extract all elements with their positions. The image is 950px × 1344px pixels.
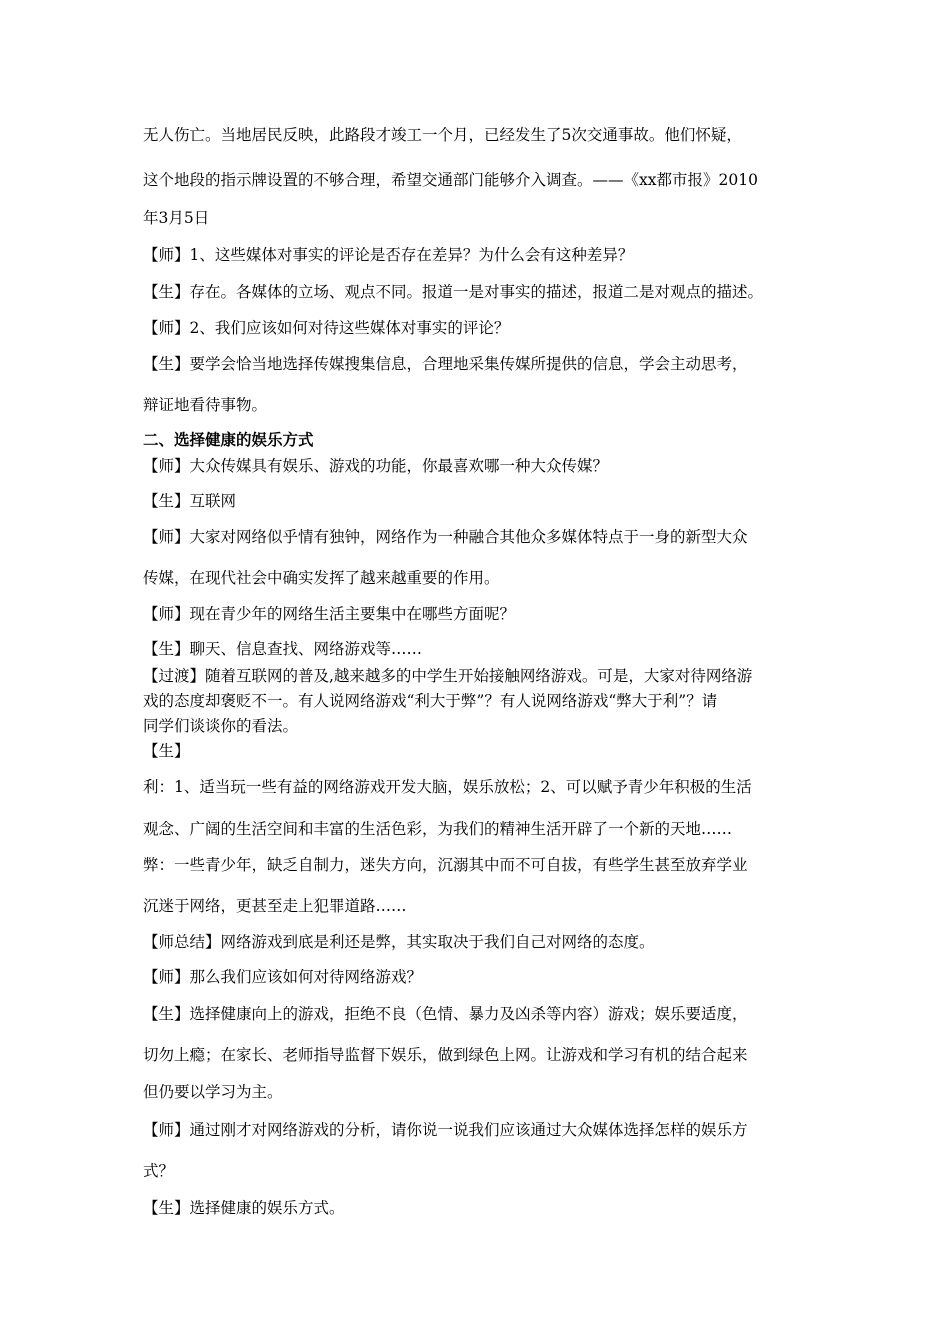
teacher-line: 【师】那么我们应该如何对待网络游戏？ <box>143 968 423 986</box>
teacher-line: 【师】现在青少年的网络生活主要集中在哪些方面呢？ <box>143 605 516 623</box>
text-line: 弊：一些青少年，缺乏自制力，迷失方向，沉溺其中而不可自拔，有些学生甚至放弃学业 <box>143 856 748 874</box>
text-line: 传媒，在现代社会中确实发挥了越来越重要的作用。 <box>143 569 500 587</box>
teacher-line: 【师】2、我们应该如何对待这些媒体对事实的评论？ <box>143 319 510 337</box>
student-line: 【生】 <box>143 742 190 760</box>
text-line: 同学们谈谈你的看法。 <box>143 717 299 735</box>
teacher-line: 【师】通过刚才对网络游戏的分析，请你说一说我们应该通过大众媒体选择怎样的娱乐方 <box>143 1121 748 1139</box>
student-line: 【生】选择健康的娱乐方式。 <box>143 1199 345 1217</box>
text-line: 无人伤亡。当地居民反映，此路段才竣工一个月，已经发生了5次交通事故。他们怀疑， <box>143 126 742 144</box>
text-line: 年3月5日 <box>143 209 210 227</box>
text-line: 辩证地看待事物。 <box>143 396 268 414</box>
teacher-summary-line: 【师总结】网络游戏到底是利还是弊，其实取决于我们自己对网络的态度。 <box>143 933 655 951</box>
student-line: 【生】聊天、信息查找、网络游戏等…… <box>143 640 423 658</box>
student-line: 【生】互联网 <box>143 492 237 510</box>
text-line: 这个地段的指示牌设置的不够合理，希望交通部门能够介入调查。——《xx都市报》2010 <box>143 171 758 189</box>
student-line: 【生】要学会恰当地选择传媒搜集信息，合理地采集传媒所提供的信息，学会主动思考， <box>143 355 748 373</box>
text-line: 戏的态度却褒贬不一。有人说网络游戏“利大于弊”？有人说网络游戏“弊大于利”？请 <box>143 692 718 710</box>
text-line: 切勿上瘾；在家长、老师指导监督下娱乐，做到绿色上网。让游戏和学习有机的结合起来 <box>143 1046 748 1064</box>
section-heading: 二、选择健康的娱乐方式 <box>143 431 314 449</box>
text-line: 利：1、适当玩一些有益的网络游戏开发大脑，娱乐放松；2、可以赋予青少年积极的生活 <box>143 778 752 796</box>
teacher-line: 【师】大众传媒具有娱乐、游戏的功能，你最喜欢哪一种大众传媒？ <box>143 457 609 475</box>
teacher-line: 【师】1、这些媒体对事实的评论是否存在差异？为什么会有这种差异？ <box>143 246 634 264</box>
text-line: 沉迷于网络，更甚至走上犯罪道路…… <box>143 897 407 915</box>
text-line: 观念、广阔的生活空间和丰富的生活色彩，为我们的精神生活开辟了一个新的天地…… <box>143 820 733 838</box>
student-line: 【生】选择健康向上的游戏，拒绝不良（色情、暴力及凶杀等内容）游戏；娱乐要适度， <box>143 1005 748 1023</box>
student-line: 【生】存在。各媒体的立场、观点不同。报道一是对事实的描述，报道二是对观点的描述。 <box>143 283 764 301</box>
teacher-line: 【师】大家对网络似乎情有独钟，网络作为一种融合其他众多媒体特点于一身的新型大众 <box>143 528 748 546</box>
transition-line: 【过渡】随着互联网的普及,越来越多的中学生开始接触网络游戏。可是，大家对待网络游 <box>143 667 753 685</box>
text-line: 但仍要以学习为主。 <box>143 1083 283 1101</box>
text-line: 式？ <box>143 1162 175 1180</box>
